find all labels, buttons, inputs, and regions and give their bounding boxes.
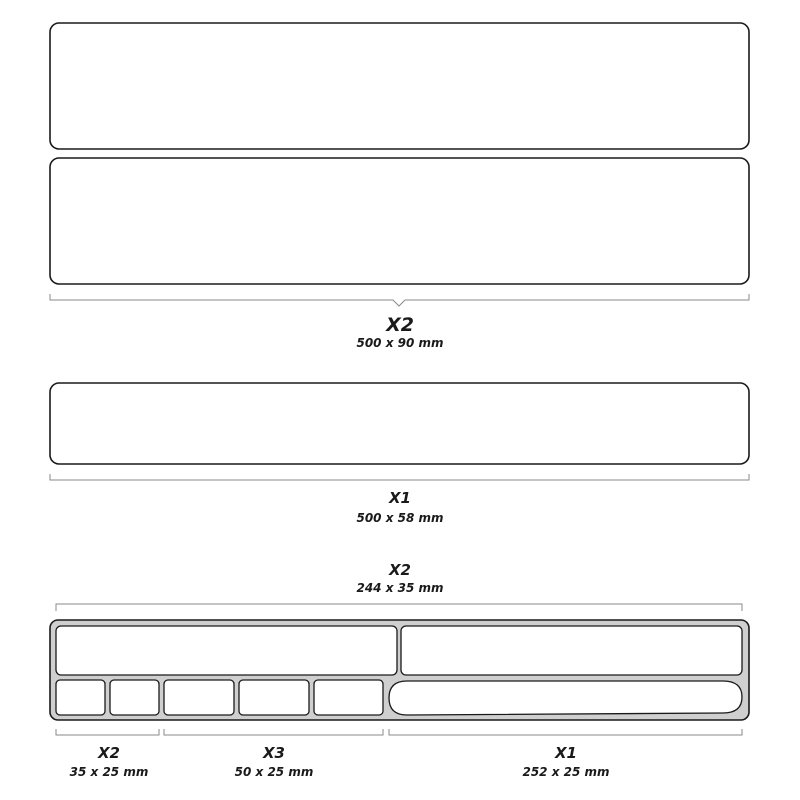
sticker-50x25-2: [239, 680, 309, 715]
sticker-500x90-2: [50, 158, 749, 284]
size-label-500x90: 500 x 90 mm: [356, 336, 444, 350]
sticker-500x90-1: [50, 23, 749, 149]
quantity-label-500x58: X1: [388, 489, 412, 507]
quantity-label-500x90: X2: [386, 314, 414, 336]
dimension-bracket-244x35: [56, 604, 742, 611]
size-label-252x25: 252 x 25 mm: [522, 765, 610, 779]
sticker-252x25: [389, 681, 742, 715]
sticker-50x25-1: [164, 680, 234, 715]
sticker-500x58: [50, 383, 749, 464]
dimension-bracket-500x90: [50, 294, 749, 306]
sticker-50x25-3: [314, 680, 383, 715]
sticker-244x35-1: [56, 626, 397, 675]
sticker-244x35-2: [401, 626, 742, 675]
size-label-50x25: 50 x 25 mm: [234, 765, 314, 779]
dimension-bracket-500x58: [50, 474, 749, 480]
dimension-bracket-35x25: [56, 729, 159, 735]
size-label-500x58: 500 x 58 mm: [356, 511, 444, 525]
quantity-label-244x35: X2: [388, 561, 412, 579]
size-label-35x25: 35 x 25 mm: [69, 765, 149, 779]
size-label-244x35: 244 x 35 mm: [356, 581, 444, 595]
quantity-label-252x25: X1: [554, 744, 578, 762]
sticker-35x25-1: [56, 680, 105, 715]
quantity-label-35x25: X2: [97, 744, 121, 762]
quantity-label-50x25: X3: [262, 744, 286, 762]
dimension-bracket-50x25: [164, 729, 383, 735]
sticker-35x25-2: [110, 680, 159, 715]
dimension-bracket-252x25: [389, 729, 742, 735]
